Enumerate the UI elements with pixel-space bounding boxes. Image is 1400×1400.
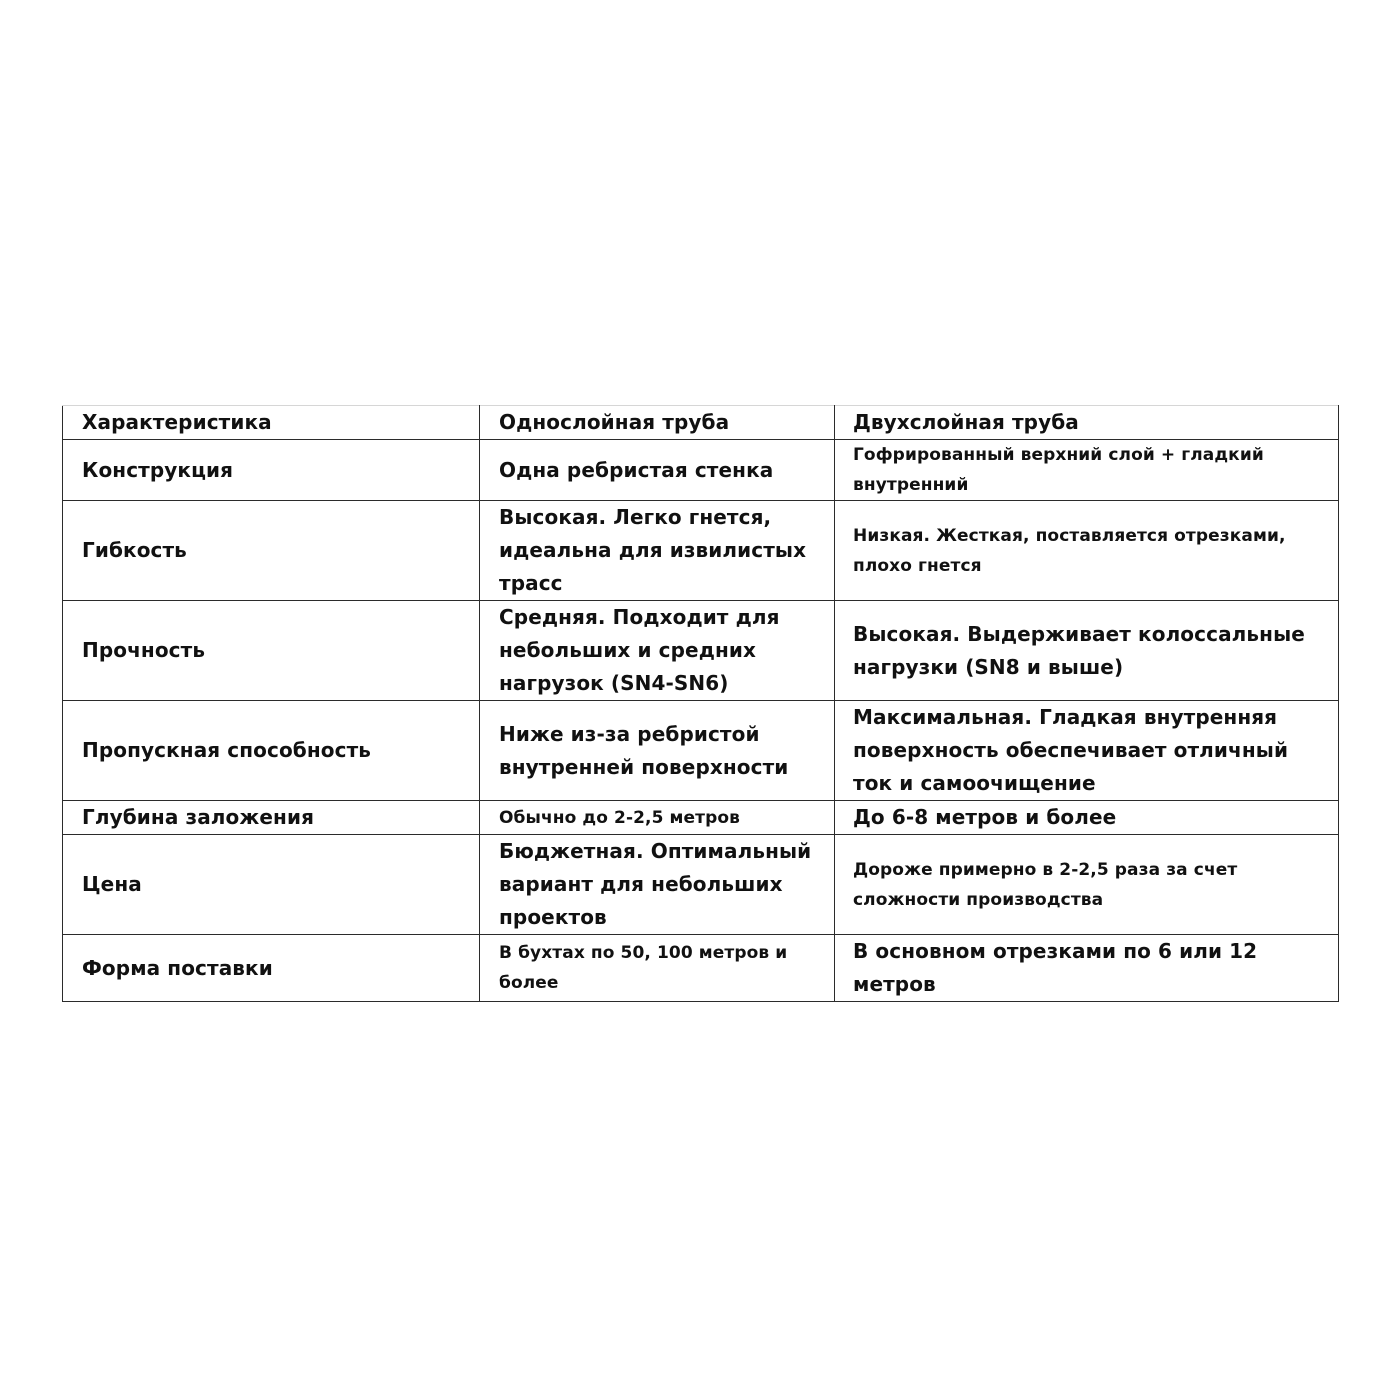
single-layer-value: Одна ребристая стенка [480, 440, 835, 501]
header-double-layer: Двухслойная труба [835, 406, 1339, 440]
row-label: Прочность [63, 601, 480, 701]
table-row [63, 935, 1339, 1002]
double-layer-value: Дороже примерно в 2-2,5 раза за счет сложности производства [835, 835, 1339, 935]
table-row [63, 601, 1339, 701]
double-layer-value: Максимальная. Гладкая внутренняя поверхность обеспечивает отличный ток и самоочищение [835, 701, 1339, 801]
single-layer-value: В бухтах по 50, 100 метров и более [480, 935, 835, 1002]
row-label: Пропускная способность [63, 701, 480, 801]
table-row [63, 701, 1339, 801]
single-layer-value: Ниже из-за ребристой внутренней поверхности [480, 701, 835, 801]
row-label: Цена [63, 835, 480, 935]
row-label: Глубина заложения [63, 801, 480, 835]
single-layer-value: Высокая. Легко гнется, идеальна для извилистых трасс [480, 501, 835, 601]
table-header-row [63, 406, 1339, 440]
table-row [63, 440, 1339, 501]
double-layer-value: Гофрированный верхний слой + гладкий внутренний [835, 440, 1339, 501]
single-layer-value: Обычно до 2-2,5 метров [480, 801, 835, 835]
row-label: Гибкость [63, 501, 480, 601]
table-row [63, 835, 1339, 935]
row-label: Форма поставки [63, 935, 480, 1002]
single-layer-value: Средняя. Подходит для небольших и средних нагрузок (SN4-SN6) [480, 601, 835, 701]
header-characteristic: Характеристика [63, 406, 480, 440]
table-row [63, 801, 1339, 835]
double-layer-value: В основном отрезками по 6 или 12 метров [835, 935, 1339, 1002]
comparison-table [62, 405, 1339, 1002]
double-layer-value: Низкая. Жесткая, поставляется отрезками, плохо гнется [835, 501, 1339, 601]
double-layer-value: До 6-8 метров и более [835, 801, 1339, 835]
single-layer-value: Бюджетная. Оптимальный вариант для небольших проектов [480, 835, 835, 935]
double-layer-value: Высокая. Выдерживает колоссальные нагрузки (SN8 и выше) [835, 601, 1339, 701]
table-row [63, 501, 1339, 601]
header-single-layer: Однослойная труба [480, 406, 835, 440]
row-label: Конструкция [63, 440, 480, 501]
